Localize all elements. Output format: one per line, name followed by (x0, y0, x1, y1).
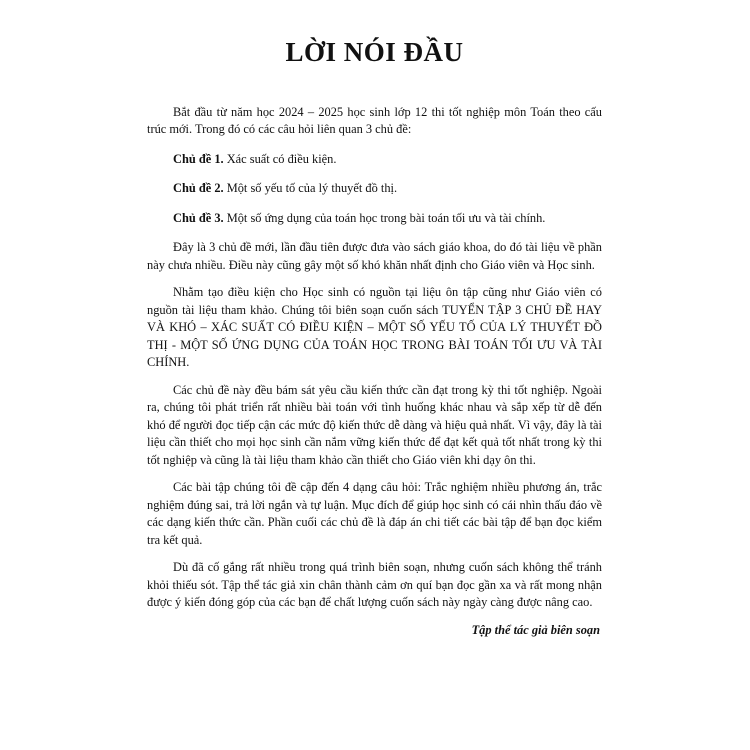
topic-1-label: Chủ đề 1. (173, 151, 224, 166)
topic-2-text: Một số yếu tố của lý thuyết đồ thị. (223, 181, 398, 196)
topic-3-text: Một số ứng dụng của toán học trong bài toán tối ưu và tài chính. (223, 210, 546, 225)
paragraph-exercises: Các bài tập chúng tôi đề cập đến 4 dạng câu hỏi: Trắc nghiệm nhiều phương án, trắc nghiệm đúng sai, trả lời ngắn và tự luận. Mục đích để giúp học sinh có cái nhìn thấu đáo về các dạng kiến thức cần. Phần cuối các chủ đề là đáp án chi tiết các bài tập để bạn đọc kiểm tra kết quả. (147, 480, 602, 547)
topic-3 (147, 210, 602, 228)
paragraph-purpose: Nhằm tạo điều kiện cho Học sinh có nguồn tại liệu ôn tập cũng như Giáo viên có nguồn tài liệu tham khảo. Chúng tôi biên soạn cuốn sách TUYỂN TẬP 3 CHỦ ĐỀ HAY VÀ KHÓ – XÁC SUẤT CÓ ĐIỀU KIỆN – MỘT SỐ YẾU TỐ CỦA LÝ THUYẾT ĐỒ THỊ - MỘT SỐ ỨNG DỤNG CỦA TOÁN HỌC TRONG BÀI TOÁN TỐI ƯU VÀ TÀI CHÍNH. (147, 285, 602, 370)
preface-page (147, 38, 602, 638)
topic-1-text: Xác suất có điều kiện. (223, 151, 337, 166)
topic-1 (147, 151, 602, 169)
topic-2-label: Chủ đề 2. (173, 181, 224, 196)
intro-paragraph: Bắt đầu từ năm học 2024 – 2025 học sinh lớp 12 thi tốt nghiệp môn Toán theo cấu trúc mới. Trong đó có các câu hỏi liên quan 3 chủ đề: (147, 104, 602, 137)
paragraph-new-topics: Đây là 3 chủ đề mới, lần đầu tiên được đưa vào sách giáo khoa, do đó tài liệu về phần này chưa nhiều. Điều này cũng gây một số khó khăn nhất định cho Giáo viên và Học sinh. (147, 240, 602, 272)
author-signature: Tập thể tác giả biên soạn (471, 622, 600, 637)
page-title: LỜI NÓI ĐẦU (285, 37, 464, 67)
topic-2 (147, 180, 602, 198)
paragraph-content: Các chủ đề này đều bám sát yêu cầu kiến thức cần đạt trong kỳ thi tốt nghiệp. Ngoài ra, chúng tôi phát triển rất nhiều bài toán với tình huống khác nhau và sắp xếp từ dễ đến khó để người đọc tiếp cận các mức độ kiến thức dễ dàng và hiệu quả nhất. Vì vậy, đây là tài liệu cần thiết cho mọi học sinh cần nắm vững kiến thức để đạt kết quả tốt nhất trong kỳ thi tốt nghiệp và cũng là tài liệu tham khảo cần thiết cho Giáo viên khi dạy ôn thi. (147, 382, 602, 467)
topic-3-label: Chủ đề 3. (173, 210, 224, 225)
paragraph-thanks: Dù đã cố gắng rất nhiều trong quá trình biên soạn, nhưng cuốn sách không thể tránh khỏi thiếu sót. Tập thể tác giả xin chân thành cảm ơn quí bạn đọc gần xa và rất mong nhận được ý kiến đóng góp của các bạn để chất lượng cuốn sách này ngày càng được nâng cao. (147, 560, 602, 610)
